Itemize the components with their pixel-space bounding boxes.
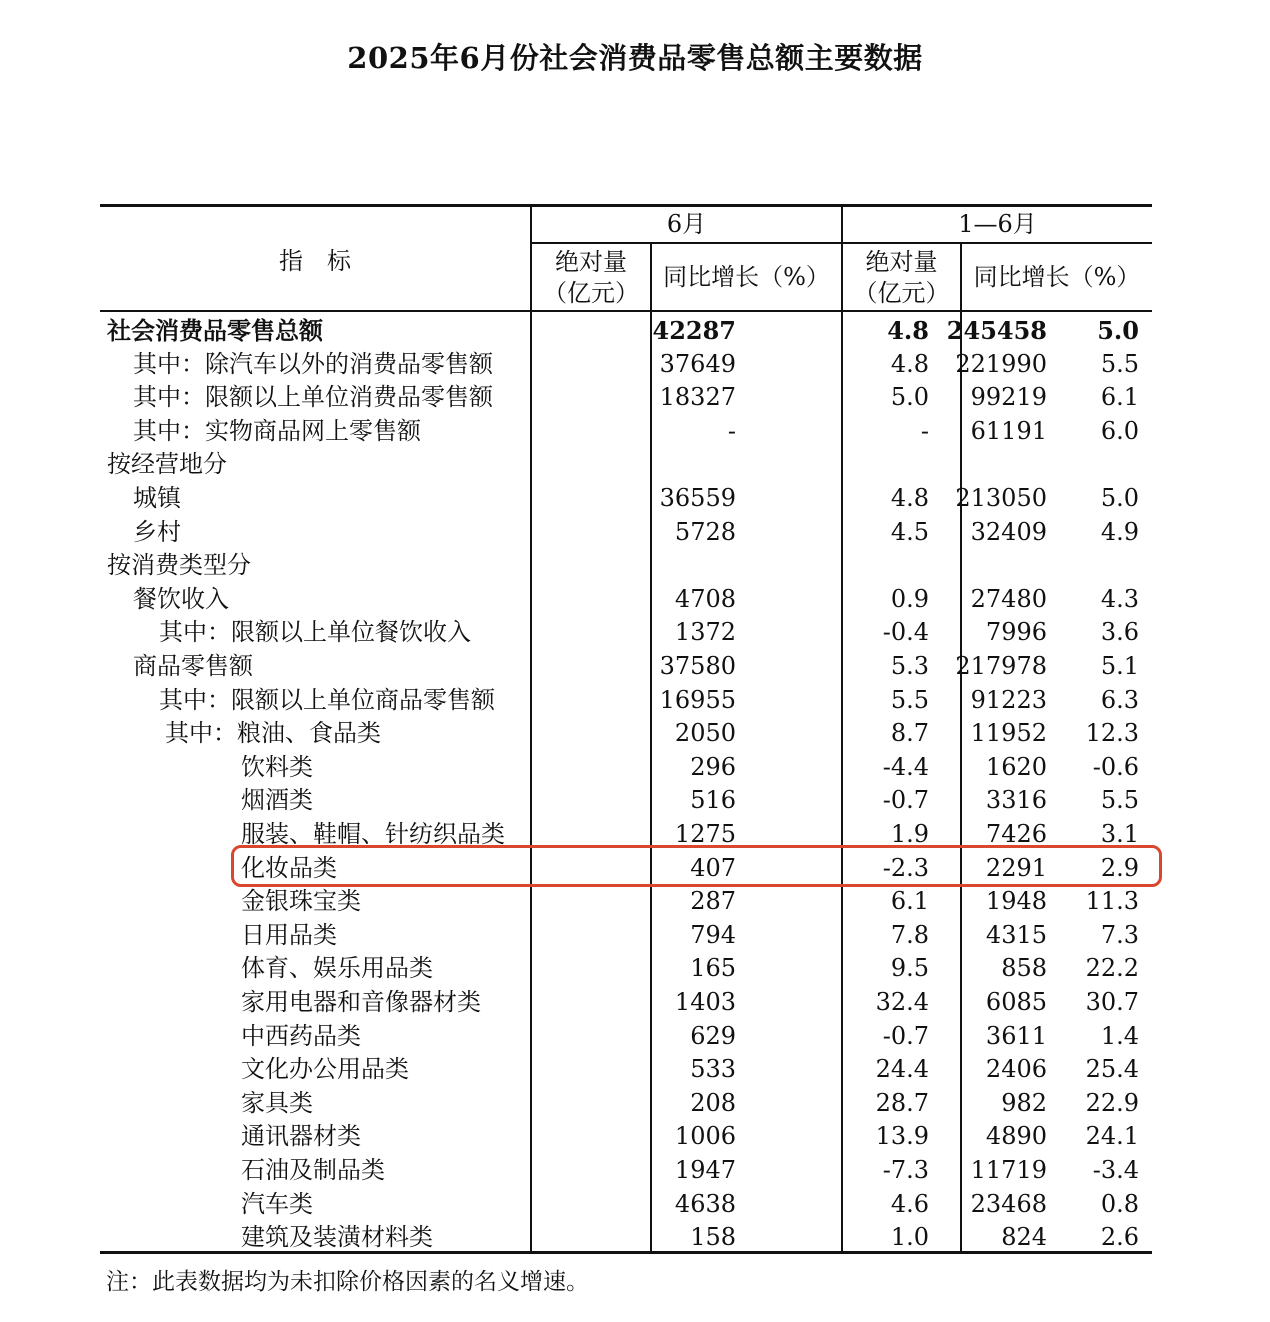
table-row (100, 1120, 1152, 1154)
ytd-abs-value: 217978 (955, 652, 1047, 680)
ytd-abs-value: 32409 (970, 517, 1047, 546)
month-yoy-value: 28.7 (875, 1088, 929, 1117)
month-yoy-value: 32.4 (875, 988, 929, 1016)
ytd-abs-value: 1948 (985, 887, 1047, 916)
page-title: 2025年6月份社会消费品零售总额主要数据 (347, 41, 923, 75)
month-yoy-value: 4.8 (887, 316, 929, 345)
header-month-yoy: 同比增长（%） (663, 263, 830, 291)
row-label: 文化办公用品类 (241, 1055, 409, 1084)
ytd-yoy-value: 22.9 (1085, 1088, 1139, 1117)
ytd-yoy-value: 2.9 (1100, 853, 1139, 882)
ytd-abs-value: 982 (1001, 1088, 1047, 1117)
table-row (100, 1020, 1152, 1054)
header-month-abs-line2: （亿元） (543, 279, 639, 307)
month-yoy-value: 0.9 (890, 584, 929, 613)
table-note: 注：此表数据均为未扣除价格因素的名义增速。 (106, 1269, 589, 1295)
table-row (100, 1221, 1152, 1255)
table-row (100, 1087, 1152, 1121)
month-abs-value: 296 (690, 752, 736, 781)
month-abs-value: 37649 (659, 349, 736, 378)
header-period-month: 6月 (666, 210, 707, 238)
ytd-abs-value: 2406 (985, 1055, 1047, 1084)
table-row (100, 986, 1152, 1020)
month-yoy-value: 1.9 (890, 820, 929, 848)
row-label: 城镇 (133, 484, 181, 512)
month-yoy-value: 5.5 (890, 685, 929, 714)
ytd-abs-value: 824 (1001, 1223, 1047, 1252)
row-label: 其中：除汽车以外的消费品零售额 (133, 349, 493, 378)
month-yoy-value: 4.8 (890, 349, 929, 378)
month-yoy-value: -2.3 (882, 853, 929, 882)
month-yoy-value: -7.3 (882, 1156, 929, 1184)
ytd-abs-value: 6085 (985, 988, 1047, 1016)
ytd-yoy-value: 12.3 (1085, 719, 1139, 748)
table-row (100, 482, 1152, 516)
month-abs-value: 208 (690, 1088, 736, 1117)
row-label: 金银珠宝类 (241, 887, 361, 916)
ytd-abs-value: 91223 (970, 685, 1047, 714)
header-bottom-rule (100, 310, 1152, 312)
month-yoy-value: 4.5 (890, 517, 929, 546)
ytd-yoy-value: 5.0 (1097, 316, 1139, 345)
row-label: 商品零售额 (133, 652, 253, 680)
month-abs-value: 407 (690, 853, 736, 882)
header-ytd-abs (843, 247, 960, 309)
ytd-yoy-value: 11.3 (1085, 887, 1139, 916)
month-yoy-value: -4.4 (882, 752, 929, 781)
ytd-abs-value: 1620 (985, 752, 1047, 781)
table-row (100, 381, 1152, 415)
month-abs-value: - (727, 416, 736, 445)
ytd-yoy-value: 6.3 (1100, 685, 1139, 714)
table-row (100, 1188, 1152, 1222)
ytd-abs-value: 7996 (985, 618, 1047, 647)
row-label: 建筑及装潢材料类 (241, 1223, 433, 1252)
ytd-yoy-value: 5.1 (1100, 652, 1139, 680)
ytd-yoy-value: 0.8 (1100, 1189, 1139, 1218)
month-abs-value: 1006 (674, 1122, 736, 1151)
row-label: 其中：粮油、食品类 (165, 719, 381, 748)
month-abs-value: 18327 (659, 383, 736, 412)
ytd-abs-value: 61191 (970, 416, 1047, 445)
ytd-yoy-value: 7.3 (1100, 920, 1139, 949)
table-row (100, 952, 1152, 986)
row-label: 烟酒类 (241, 786, 313, 815)
row-label: 按经营地分 (107, 450, 227, 479)
table-row (100, 684, 1152, 718)
ytd-yoy-value: 25.4 (1085, 1055, 1139, 1084)
month-yoy-value: 7.8 (890, 920, 929, 949)
month-abs-value: 1275 (674, 820, 736, 848)
ytd-yoy-value: 3.1 (1100, 820, 1139, 848)
month-abs-value: 1947 (674, 1156, 736, 1184)
row-label: 其中：限额以上单位商品零售额 (159, 685, 495, 714)
highlight-box (231, 845, 1162, 887)
table-row (100, 415, 1152, 449)
header-ytd-abs-line1: 绝对量 (865, 248, 938, 276)
table-row (100, 650, 1152, 684)
month-yoy-value: -0.7 (882, 786, 929, 815)
month-yoy-value: 4.6 (890, 1189, 929, 1218)
month-yoy-value: - (920, 416, 929, 445)
header-ytd-yoy: 同比增长（%） (973, 263, 1141, 291)
table-row (100, 348, 1152, 382)
month-yoy-value: 13.9 (875, 1122, 929, 1151)
ytd-yoy-value: 6.1 (1100, 383, 1139, 412)
header-indicator: 指 标 (279, 247, 351, 275)
ytd-yoy-value: 3.6 (1100, 618, 1139, 647)
row-label: 体育、娱乐用品类 (241, 954, 433, 983)
table-row (100, 919, 1152, 953)
ytd-yoy-value: 2.6 (1100, 1223, 1139, 1252)
table-top-rule (100, 204, 1152, 207)
table-row (100, 885, 1152, 919)
ytd-yoy-value: 4.9 (1100, 517, 1139, 546)
row-label: 按消费类型分 (107, 551, 251, 580)
row-label: 化妆品类 (241, 853, 337, 882)
month-abs-value: 533 (690, 1055, 736, 1084)
row-label: 其中：限额以上单位餐饮收入 (159, 618, 471, 647)
month-yoy-value: 1.0 (890, 1223, 929, 1252)
month-yoy-value: 5.0 (890, 383, 929, 412)
month-abs-value: 36559 (659, 484, 736, 512)
ytd-abs-value: 221990 (955, 349, 1047, 378)
month-abs-value: 4708 (674, 584, 736, 613)
row-label: 石油及制品类 (241, 1156, 385, 1184)
month-yoy-value: -0.4 (882, 618, 929, 647)
ytd-abs-value: 99219 (970, 383, 1047, 412)
row-label: 中西药品类 (241, 1021, 361, 1050)
ytd-yoy-value: 4.3 (1100, 584, 1139, 613)
row-label: 通讯器材类 (241, 1122, 361, 1151)
ytd-yoy-value: 22.2 (1085, 954, 1139, 983)
month-yoy-value: 5.3 (890, 652, 929, 680)
month-yoy-value: -0.7 (882, 1021, 929, 1050)
table-row (100, 314, 1152, 348)
table-row (100, 549, 1152, 583)
ytd-yoy-value: -0.6 (1092, 752, 1139, 781)
row-label: 其中：限额以上单位消费品零售额 (133, 383, 493, 412)
month-abs-value: 516 (690, 786, 736, 815)
ytd-abs-value: 2291 (985, 853, 1047, 882)
ytd-abs-value: 11719 (970, 1156, 1047, 1184)
header-ytd-abs-line2: （亿元） (853, 279, 950, 307)
table-row (100, 1053, 1152, 1087)
ytd-abs-value: 23468 (970, 1189, 1047, 1218)
month-yoy-value: 8.7 (890, 719, 929, 748)
month-abs-value: 5728 (674, 517, 736, 546)
month-abs-value: 629 (690, 1021, 736, 1050)
ytd-yoy-value: 5.5 (1100, 786, 1139, 815)
table-row (100, 784, 1152, 818)
ytd-abs-value: 11952 (970, 719, 1047, 748)
table-row (100, 516, 1152, 550)
month-abs-value: 2050 (674, 719, 736, 748)
ytd-yoy-value: -3.4 (1092, 1156, 1139, 1184)
table-row (100, 583, 1152, 617)
ytd-abs-value: 213050 (955, 484, 1047, 512)
ytd-abs-value: 7426 (985, 820, 1047, 848)
month-yoy-value: 24.4 (875, 1055, 929, 1084)
ytd-yoy-value: 24.1 (1085, 1122, 1139, 1151)
table-row (100, 448, 1152, 482)
row-label: 日用品类 (241, 920, 337, 949)
month-yoy-value: 6.1 (890, 887, 929, 916)
ytd-yoy-value: 5.0 (1100, 484, 1139, 512)
month-abs-value: 1403 (674, 988, 736, 1016)
month-abs-value: 37580 (659, 652, 736, 680)
month-abs-value: 287 (690, 887, 736, 916)
ytd-abs-value: 245458 (946, 316, 1047, 345)
month-abs-value: 1372 (674, 618, 736, 647)
month-yoy-value: 4.8 (890, 484, 929, 512)
month-abs-value: 4638 (674, 1189, 736, 1218)
month-abs-value: 16955 (659, 685, 736, 714)
row-label: 饮料类 (241, 752, 313, 781)
row-label: 汽车类 (241, 1189, 313, 1218)
month-abs-value: 165 (690, 954, 736, 983)
row-label: 其中：实物商品网上零售额 (133, 416, 421, 445)
table-row (100, 1154, 1152, 1188)
row-label: 乡村 (133, 517, 181, 546)
month-abs-value: 158 (690, 1223, 736, 1252)
header-month-abs (532, 247, 650, 309)
month-abs-value: 794 (690, 920, 736, 949)
month-yoy-value: 9.5 (890, 954, 929, 983)
header-month-abs-line1: 绝对量 (555, 248, 627, 276)
row-label: 家具类 (241, 1088, 313, 1117)
ytd-yoy-value: 5.5 (1100, 349, 1139, 378)
ytd-yoy-value: 1.4 (1100, 1021, 1139, 1050)
month-abs-value: 42287 (652, 316, 736, 345)
row-label: 餐饮收入 (133, 584, 229, 613)
row-label: 服装、鞋帽、针纺织品类 (241, 820, 505, 848)
row-label: 社会消费品零售总额 (107, 316, 323, 345)
ytd-abs-value: 3316 (985, 786, 1047, 815)
ytd-yoy-value: 30.7 (1085, 988, 1139, 1016)
table-row (100, 751, 1152, 785)
ytd-abs-value: 4315 (985, 920, 1047, 949)
table-row (100, 616, 1152, 650)
header-period-ytd: 1—6月 (958, 210, 1037, 238)
ytd-yoy-value: 6.0 (1100, 416, 1139, 445)
ytd-abs-value: 858 (1001, 954, 1047, 983)
ytd-abs-value: 3611 (985, 1021, 1047, 1050)
table-row (100, 717, 1152, 751)
row-label: 家用电器和音像器材类 (241, 988, 481, 1016)
ytd-abs-value: 4890 (985, 1122, 1047, 1151)
ytd-abs-value: 27480 (970, 584, 1047, 613)
